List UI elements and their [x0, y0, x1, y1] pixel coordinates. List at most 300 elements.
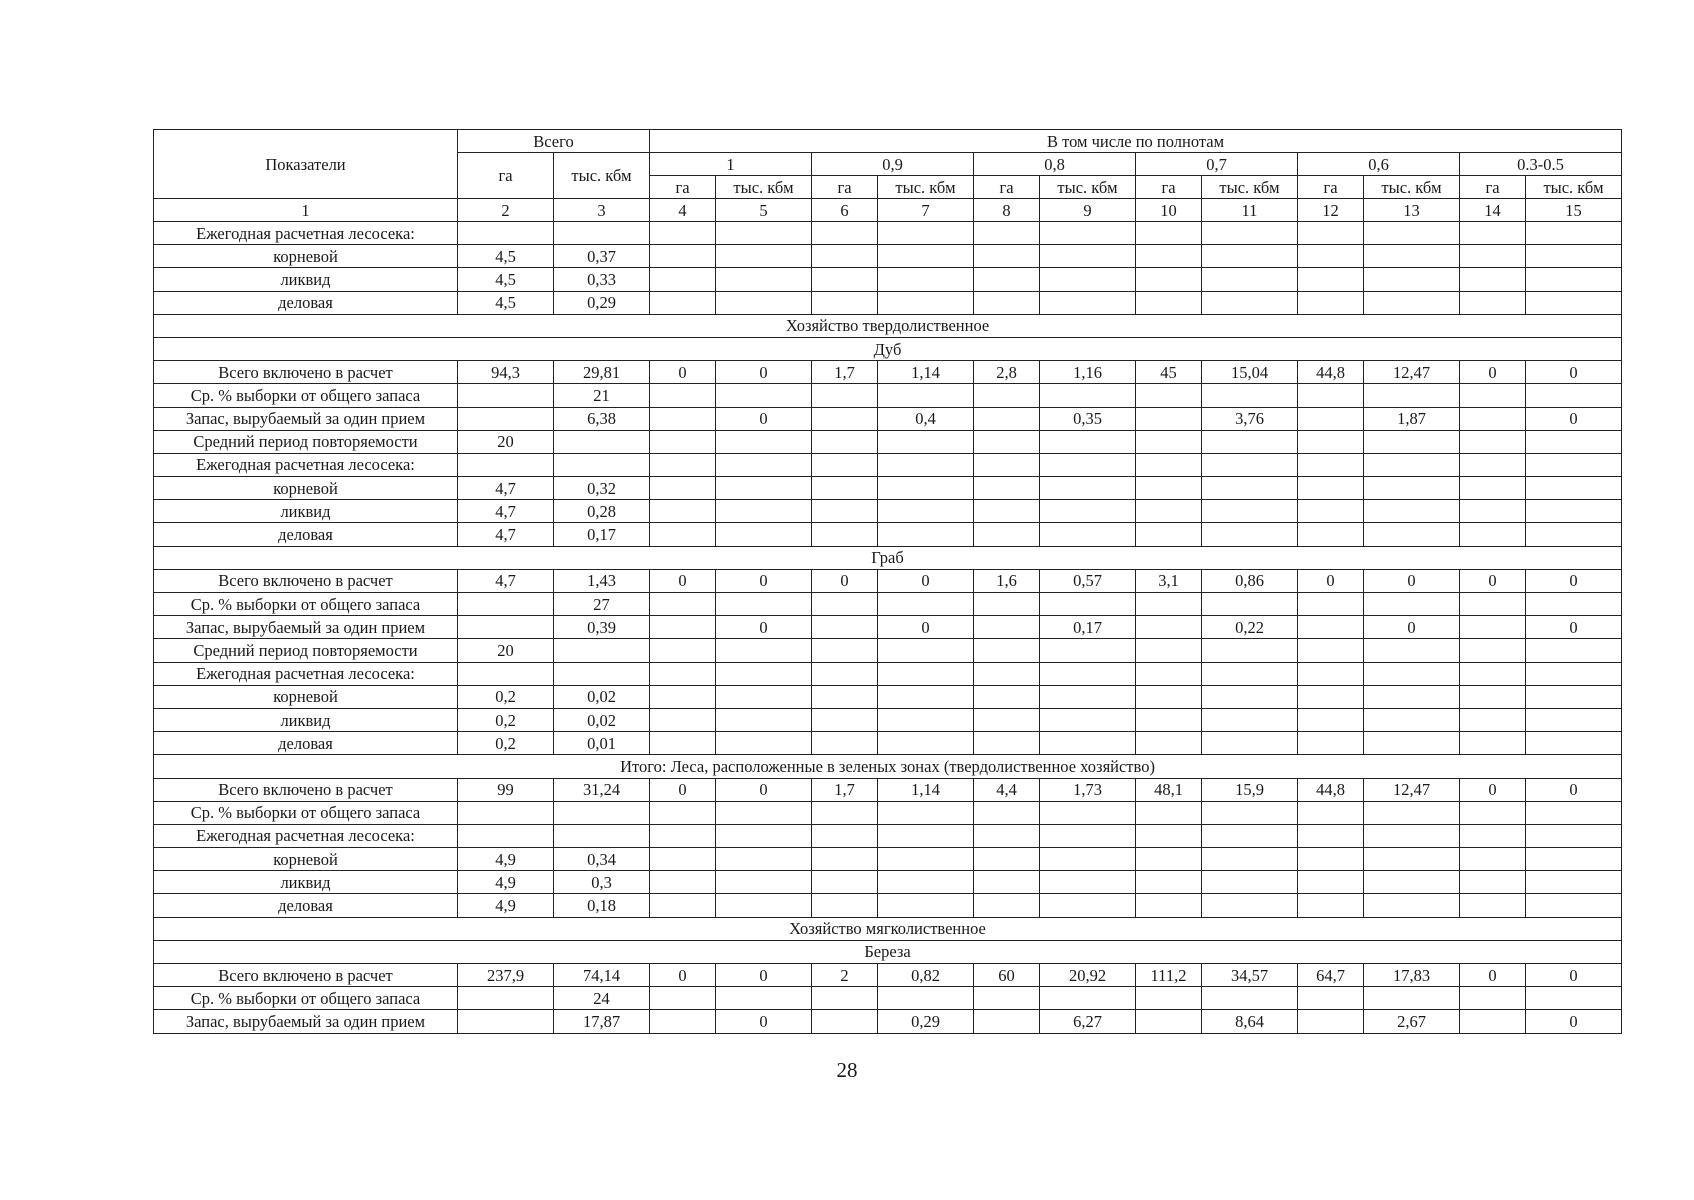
- header-density-0-9: 0,9: [812, 153, 974, 176]
- column-number: 4: [650, 199, 716, 222]
- table-cell: 0,02: [554, 685, 650, 708]
- table-cell: [1136, 384, 1202, 407]
- table-cell: [1298, 477, 1364, 500]
- table-cell: [716, 801, 812, 824]
- row-label: Запас, вырубаемый за один прием: [154, 407, 458, 430]
- table-cell: 4,7: [458, 477, 554, 500]
- table-cell: [1364, 824, 1460, 847]
- table-cell: [1526, 268, 1622, 291]
- column-number: 9: [1040, 199, 1136, 222]
- table-cell: [974, 477, 1040, 500]
- table-cell: [1040, 871, 1136, 894]
- table-cell: [650, 477, 716, 500]
- table-cell: 6,27: [1040, 1010, 1136, 1033]
- table-cell: 24: [554, 987, 650, 1010]
- table-cell: [650, 593, 716, 616]
- table-cell: [1460, 616, 1526, 639]
- table-row: [154, 407, 1622, 430]
- table-cell: [1526, 662, 1622, 685]
- table-cell: [812, 616, 878, 639]
- table-cell: 12,47: [1364, 361, 1460, 384]
- row-label: Средний период повторяемости: [154, 430, 458, 453]
- table-cell: 1,14: [878, 778, 974, 801]
- header-unit-ha: га: [1460, 176, 1526, 199]
- table-cell: [1202, 245, 1298, 268]
- table-cell: 111,2: [1136, 964, 1202, 987]
- table-cell: 0,17: [554, 523, 650, 546]
- table-cell: [812, 291, 878, 314]
- table-cell: [1202, 384, 1298, 407]
- table-cell: 17,87: [554, 1010, 650, 1033]
- table-cell: [1040, 384, 1136, 407]
- table-cell: 0,39: [554, 616, 650, 639]
- row-label: деловая: [154, 523, 458, 546]
- row-label: Всего включено в расчет: [154, 778, 458, 801]
- table-cell: [1364, 430, 1460, 453]
- table-cell: [1040, 477, 1136, 500]
- table-cell: [1136, 708, 1202, 731]
- table-cell: [974, 824, 1040, 847]
- table-cell: 0: [650, 569, 716, 592]
- table-cell: [1526, 685, 1622, 708]
- table-cell: [1460, 407, 1526, 430]
- table-cell: [1040, 824, 1136, 847]
- table-cell: 4,7: [458, 500, 554, 523]
- table-cell: [1298, 801, 1364, 824]
- table-cell: [1040, 430, 1136, 453]
- table-cell: [1040, 685, 1136, 708]
- table-row: [154, 987, 1622, 1010]
- table-cell: [1364, 871, 1460, 894]
- table-cell: [650, 407, 716, 430]
- column-number: 3: [554, 199, 650, 222]
- table-row: [154, 894, 1622, 917]
- table-cell: 0,34: [554, 848, 650, 871]
- table-cell: [1136, 453, 1202, 476]
- table-cell: [812, 477, 878, 500]
- row-label: ликвид: [154, 268, 458, 291]
- table-cell: [878, 824, 974, 847]
- table-cell: [1136, 894, 1202, 917]
- table-cell: [1364, 593, 1460, 616]
- row-label: Запас, вырубаемый за один прием: [154, 1010, 458, 1033]
- table-cell: [1364, 523, 1460, 546]
- table-cell: [878, 291, 974, 314]
- table-cell: [1460, 662, 1526, 685]
- table-cell: [1136, 523, 1202, 546]
- table-cell: [812, 801, 878, 824]
- table-cell: [974, 245, 1040, 268]
- table-cell: [1298, 732, 1364, 755]
- header-unit-vol: тыс. кбм: [1526, 176, 1622, 199]
- header-by-density: В том числе по полнотам: [650, 130, 1622, 153]
- table-cell: 0: [1460, 569, 1526, 592]
- table-cell: 0: [1526, 778, 1622, 801]
- table-cell: [812, 1010, 878, 1033]
- section-title: Хозяйство мягколиственное: [154, 917, 1622, 940]
- table-cell: [650, 801, 716, 824]
- table-cell: [1298, 500, 1364, 523]
- header-unit-ha: га: [812, 176, 878, 199]
- table-cell: [1202, 871, 1298, 894]
- table-cell: [554, 639, 650, 662]
- table-row: [154, 848, 1622, 871]
- table-cell: [812, 593, 878, 616]
- table-cell: [1298, 662, 1364, 685]
- table-cell: [1202, 708, 1298, 731]
- table-cell: [1298, 1010, 1364, 1033]
- table-cell: [1136, 268, 1202, 291]
- table-cell: [878, 801, 974, 824]
- header-density-1: 1: [650, 153, 812, 176]
- table-cell: [1364, 453, 1460, 476]
- row-label: деловая: [154, 732, 458, 755]
- table-cell: [1040, 801, 1136, 824]
- table-cell: [878, 987, 974, 1010]
- section-row: [154, 917, 1622, 940]
- table-cell: [1460, 685, 1526, 708]
- table-cell: [650, 500, 716, 523]
- row-label: Средний период повторяемости: [154, 639, 458, 662]
- table-cell: [974, 500, 1040, 523]
- table-cell: 8,64: [1202, 1010, 1298, 1033]
- row-label: Ежегодная расчетная лесосека:: [154, 453, 458, 476]
- table-cell: 0,32: [554, 477, 650, 500]
- table-cell: [974, 291, 1040, 314]
- table-cell: [650, 430, 716, 453]
- table-cell: [1202, 732, 1298, 755]
- table-cell: [1298, 245, 1364, 268]
- table-cell: 0,2: [458, 732, 554, 755]
- table-cell: [1526, 222, 1622, 245]
- table-cell: [974, 732, 1040, 755]
- table-cell: [650, 662, 716, 685]
- table-cell: [1364, 245, 1460, 268]
- table-cell: [974, 848, 1040, 871]
- table-cell: [1526, 430, 1622, 453]
- table-cell: [1460, 384, 1526, 407]
- table-cell: [1040, 268, 1136, 291]
- table-cell: [1460, 894, 1526, 917]
- table-cell: [1364, 477, 1460, 500]
- table-cell: 4,7: [458, 523, 554, 546]
- table-cell: [554, 453, 650, 476]
- table-cell: [716, 987, 812, 1010]
- table-cell: [812, 639, 878, 662]
- table-cell: 0,2: [458, 708, 554, 731]
- row-label: корневой: [154, 245, 458, 268]
- table-cell: [974, 685, 1040, 708]
- table-row: [154, 639, 1622, 662]
- table-row: [154, 616, 1622, 639]
- table-cell: [1202, 500, 1298, 523]
- column-number: 12: [1298, 199, 1364, 222]
- table-cell: [1040, 662, 1136, 685]
- table-cell: [1040, 708, 1136, 731]
- table-cell: [1460, 1010, 1526, 1033]
- table-cell: [716, 430, 812, 453]
- table-cell: 2,8: [974, 361, 1040, 384]
- table-cell: 1,7: [812, 361, 878, 384]
- table-cell: [716, 291, 812, 314]
- table-cell: [812, 384, 878, 407]
- table-cell: [716, 500, 812, 523]
- table-cell: 0: [650, 361, 716, 384]
- forest-calculation-table: [153, 129, 1622, 1034]
- table-row: [154, 593, 1622, 616]
- table-cell: [1298, 593, 1364, 616]
- table-cell: [716, 685, 812, 708]
- table-cell: [1136, 245, 1202, 268]
- table-cell: 0,29: [554, 291, 650, 314]
- table-cell: 0,3: [554, 871, 650, 894]
- table-cell: [1040, 523, 1136, 546]
- table-body: [154, 222, 1622, 1034]
- table-cell: [1202, 291, 1298, 314]
- row-label: корневой: [154, 685, 458, 708]
- table-cell: 4,5: [458, 268, 554, 291]
- table-cell: 1,43: [554, 569, 650, 592]
- table-cell: [1040, 453, 1136, 476]
- page-number: 28: [836, 1058, 858, 1082]
- table-cell: [878, 500, 974, 523]
- table-cell: [458, 1010, 554, 1033]
- table-cell: [812, 824, 878, 847]
- table-cell: [1136, 222, 1202, 245]
- table-cell: [878, 708, 974, 731]
- table-cell: [458, 222, 554, 245]
- table-row: [154, 500, 1622, 523]
- table-cell: 1,16: [1040, 361, 1136, 384]
- table-row: [154, 778, 1622, 801]
- table-row: [154, 1010, 1622, 1033]
- table-cell: [878, 593, 974, 616]
- table-cell: [650, 708, 716, 731]
- table-cell: 0: [1526, 407, 1622, 430]
- table-cell: [716, 453, 812, 476]
- header-density-0-6: 0,6: [1298, 153, 1460, 176]
- table-cell: [1526, 848, 1622, 871]
- table-cell: 0: [716, 616, 812, 639]
- table-cell: [812, 222, 878, 245]
- table-cell: [878, 662, 974, 685]
- table-cell: [974, 801, 1040, 824]
- header-total-vol: тыс. кбм: [554, 153, 650, 199]
- table-cell: [1298, 987, 1364, 1010]
- table-cell: [1040, 245, 1136, 268]
- section-title: Дуб: [154, 337, 1622, 360]
- section-row: [154, 940, 1622, 963]
- table-row: [154, 384, 1622, 407]
- table-cell: 48,1: [1136, 778, 1202, 801]
- table-cell: 4,9: [458, 894, 554, 917]
- table-cell: [458, 662, 554, 685]
- table-cell: 4,5: [458, 291, 554, 314]
- header-density-0-8: 0,8: [974, 153, 1136, 176]
- header-unit-vol: тыс. кбм: [1040, 176, 1136, 199]
- table-cell: 0: [1526, 1010, 1622, 1033]
- table-cell: 0,86: [1202, 569, 1298, 592]
- table-row: [154, 453, 1622, 476]
- table-row: [154, 268, 1622, 291]
- table-cell: [1526, 291, 1622, 314]
- table-cell: 0: [1460, 361, 1526, 384]
- table-cell: [1526, 987, 1622, 1010]
- table-row: [154, 477, 1622, 500]
- column-number: 2: [458, 199, 554, 222]
- table-cell: 34,57: [1202, 964, 1298, 987]
- table-header: [154, 130, 1622, 222]
- table-cell: 0,82: [878, 964, 974, 987]
- header-indicators: Показатели: [154, 130, 458, 199]
- table-cell: 0: [1526, 964, 1622, 987]
- table-cell: [1298, 639, 1364, 662]
- table-cell: [812, 708, 878, 731]
- column-number: 11: [1202, 199, 1298, 222]
- table-cell: [650, 894, 716, 917]
- table-cell: [812, 407, 878, 430]
- table-cell: 0,17: [1040, 616, 1136, 639]
- row-label: ликвид: [154, 871, 458, 894]
- table-cell: [1040, 894, 1136, 917]
- table-cell: [650, 987, 716, 1010]
- table-cell: [1202, 987, 1298, 1010]
- header-density-0-3-0-5: 0.3-0.5: [1460, 153, 1622, 176]
- table-cell: [1136, 871, 1202, 894]
- table-cell: [1298, 708, 1364, 731]
- table-cell: [812, 848, 878, 871]
- table-cell: [716, 222, 812, 245]
- table-cell: [878, 871, 974, 894]
- table-cell: [1460, 291, 1526, 314]
- table-cell: [878, 384, 974, 407]
- table-cell: [1298, 894, 1364, 917]
- table-cell: [716, 871, 812, 894]
- table-cell: 21: [554, 384, 650, 407]
- table-row: [154, 361, 1622, 384]
- table-cell: 64,7: [1298, 964, 1364, 987]
- table-cell: 0: [1364, 569, 1460, 592]
- row-label: Ср. % выборки от общего запаса: [154, 801, 458, 824]
- section-title: Хозяйство твердолиственное: [154, 314, 1622, 337]
- table-cell: 0: [812, 569, 878, 592]
- table-cell: [1298, 384, 1364, 407]
- table-cell: [650, 384, 716, 407]
- table-cell: 0,28: [554, 500, 650, 523]
- table-cell: [812, 662, 878, 685]
- table-cell: [716, 708, 812, 731]
- table-cell: 27: [554, 593, 650, 616]
- table-cell: [1040, 291, 1136, 314]
- table-cell: 44,8: [1298, 778, 1364, 801]
- table-cell: [812, 245, 878, 268]
- table-cell: [1364, 685, 1460, 708]
- table-cell: [650, 453, 716, 476]
- table-cell: [1202, 523, 1298, 546]
- table-cell: 0,2: [458, 685, 554, 708]
- table-cell: [1364, 801, 1460, 824]
- table-cell: [974, 453, 1040, 476]
- table-cell: 6,38: [554, 407, 650, 430]
- table-cell: [716, 662, 812, 685]
- table-cell: 0: [1526, 361, 1622, 384]
- table-row: [154, 801, 1622, 824]
- table-cell: [554, 430, 650, 453]
- table-row: [154, 824, 1622, 847]
- table-cell: [1460, 268, 1526, 291]
- table-cell: [1040, 500, 1136, 523]
- table-cell: [1136, 1010, 1202, 1033]
- table-cell: [716, 639, 812, 662]
- table-cell: 0: [1526, 569, 1622, 592]
- table-cell: 15,9: [1202, 778, 1298, 801]
- column-number: 8: [974, 199, 1040, 222]
- table-cell: [554, 662, 650, 685]
- table-row: [154, 291, 1622, 314]
- table-cell: [1136, 430, 1202, 453]
- table-cell: [1526, 894, 1622, 917]
- table-cell: 17,83: [1364, 964, 1460, 987]
- table-cell: [1202, 662, 1298, 685]
- table-cell: [1202, 824, 1298, 847]
- table-cell: 0: [1298, 569, 1364, 592]
- table-cell: [878, 639, 974, 662]
- table-cell: [1040, 639, 1136, 662]
- table-cell: 1,73: [1040, 778, 1136, 801]
- table-cell: 4,4: [974, 778, 1040, 801]
- table-cell: [1460, 593, 1526, 616]
- table-cell: [1136, 477, 1202, 500]
- table-cell: 3,76: [1202, 407, 1298, 430]
- table-cell: [1460, 639, 1526, 662]
- table-cell: [1460, 477, 1526, 500]
- table-cell: [650, 848, 716, 871]
- table-cell: [716, 477, 812, 500]
- table-cell: [458, 407, 554, 430]
- table-cell: 3,1: [1136, 569, 1202, 592]
- table-cell: [1136, 500, 1202, 523]
- column-number: 10: [1136, 199, 1202, 222]
- table-cell: 1,87: [1364, 407, 1460, 430]
- table-cell: [812, 987, 878, 1010]
- table-cell: [1202, 848, 1298, 871]
- row-label: Ср. % выборки от общего запаса: [154, 384, 458, 407]
- table-cell: [812, 871, 878, 894]
- table-cell: [812, 523, 878, 546]
- table-cell: [1298, 222, 1364, 245]
- header-unit-ha: га: [1136, 176, 1202, 199]
- row-label: Ср. % выборки от общего запаса: [154, 593, 458, 616]
- table-cell: 0: [878, 616, 974, 639]
- row-label: Ежегодная расчетная лесосека:: [154, 662, 458, 685]
- table-cell: [1136, 616, 1202, 639]
- table-cell: [716, 245, 812, 268]
- table-cell: [1202, 593, 1298, 616]
- table-cell: [650, 616, 716, 639]
- column-number: 15: [1526, 199, 1622, 222]
- table-cell: [1526, 824, 1622, 847]
- table-row: [154, 569, 1622, 592]
- table-cell: [1526, 801, 1622, 824]
- table-cell: [1460, 222, 1526, 245]
- table-cell: [1202, 430, 1298, 453]
- table-cell: 2,67: [1364, 1010, 1460, 1033]
- table-cell: [974, 871, 1040, 894]
- row-label: корневой: [154, 477, 458, 500]
- table-cell: [1460, 824, 1526, 847]
- table-cell: [1136, 662, 1202, 685]
- table-cell: [458, 616, 554, 639]
